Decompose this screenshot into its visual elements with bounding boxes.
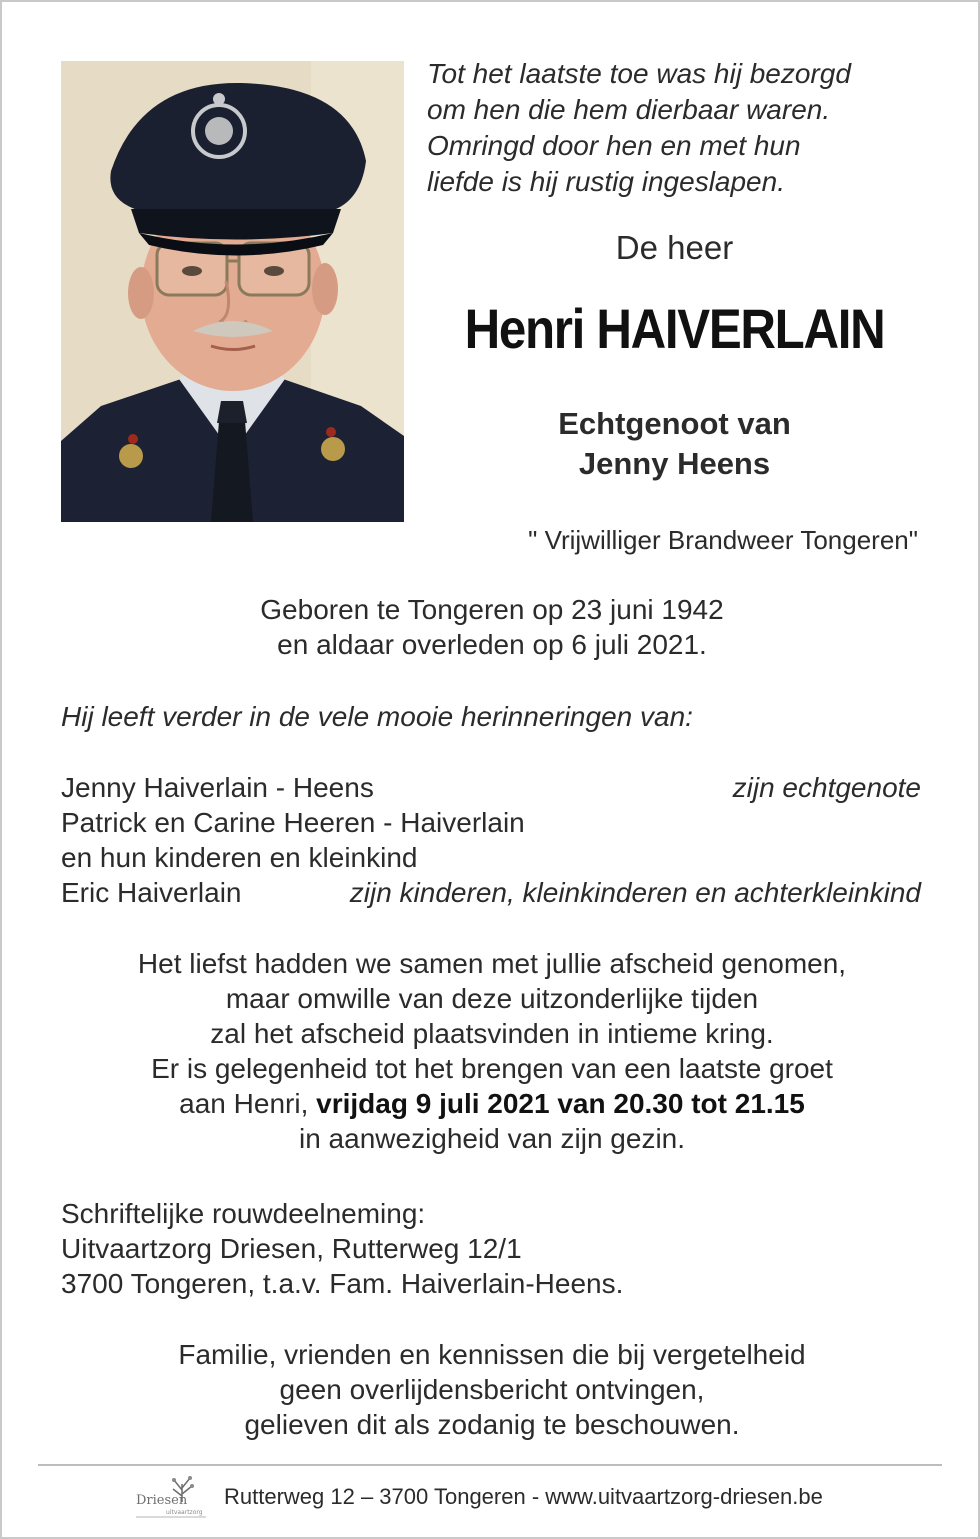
footer-divider: [38, 1464, 942, 1466]
announcement-prefix: aan Henri,: [179, 1088, 317, 1119]
tagline: " Vrijwilliger Brandweer Tongeren": [528, 525, 918, 555]
spouse-line: Echtgenoot van: [558, 406, 791, 441]
relative-row: [61, 770, 921, 805]
poem: [427, 56, 947, 200]
poem-line: liefde is hij rustig ingeslapen.: [427, 166, 785, 197]
relative-relation: zijn echtgenote: [732, 772, 921, 803]
condolence-heading: Schriftelijke rouwdeelneming:: [61, 1198, 426, 1229]
spouse-info: [422, 404, 927, 484]
relative-relation: zijn kinderen, kleinkinderen en achterkleinkind: [349, 877, 921, 908]
relative-name: en hun kinderen en kleinkind: [61, 842, 418, 873]
salutation: De heer: [615, 229, 734, 266]
footer: [132, 1472, 852, 1522]
relative-row: [61, 875, 921, 910]
tree-logo-icon: [132, 1472, 210, 1522]
relative-name: Jenny Haiverlain - Heens: [61, 772, 374, 803]
birth-death-info: [42, 592, 942, 662]
driesen-logo: [132, 1472, 210, 1522]
poem-line: Omringd door hen en met hun: [427, 130, 801, 161]
poem-line: om hen die hem dierbaar waren.: [427, 94, 831, 125]
relative-name: Patrick en Carine Heeren - Haiverlain: [61, 807, 525, 838]
condolence-address: [61, 1196, 623, 1301]
announcement-line: [42, 1086, 942, 1121]
portrait-illustration: [61, 61, 404, 522]
relative-name: Eric Haiverlain: [61, 877, 242, 908]
footer-contact: Rutterweg 12 – 3700 Tongeren - www.uitvaartzorg-driesen.be: [224, 1484, 823, 1509]
deceased-name: Henri HAIVERLAIN: [464, 297, 885, 360]
closing-line: gelieven dit als zodanig te beschouwen.: [244, 1409, 740, 1440]
relative-row: [61, 840, 921, 875]
logo-subtext: uitvaartzorg: [166, 1509, 203, 1516]
closing-line: geen overlijdensbericht ontvingen,: [279, 1374, 705, 1405]
memories-intro: Hij leeft verder in de vele mooie herinneringen van:: [61, 701, 693, 732]
death-line: en aldaar overleden op 6 juli 2021.: [277, 629, 707, 660]
relative-row: [61, 805, 921, 840]
portrait-photo: [61, 61, 404, 522]
announcement-line: Er is gelegenheid tot het brengen van een laatste groet: [151, 1053, 833, 1084]
condolence-line: 3700 Tongeren, t.a.v. Fam. Haiverlain-Heens.: [61, 1268, 624, 1299]
announcement-line: zal het afscheid plaatsvinden in intieme kring.: [210, 1018, 774, 1049]
visitation-time: vrijdag 9 juli 2021 van 20.30 tot 21.15: [316, 1088, 805, 1119]
closing-line: Familie, vrienden en kennissen die bij vergetelheid: [178, 1339, 806, 1370]
relatives-list: [61, 770, 921, 910]
announcement-line: Het liefst hadden we samen met jullie afscheid genomen,: [137, 948, 847, 979]
closing-note: [42, 1337, 942, 1442]
poem-line: Tot het laatste toe was hij bezorgd: [427, 58, 851, 89]
announcement-line: maar omwille van deze uitzonderlijke tijden: [225, 983, 759, 1014]
condolence-line: Uitvaartzorg Driesen, Rutterweg 12/1: [61, 1233, 522, 1264]
farewell-announcement: [42, 946, 942, 1156]
announcement-line: in aanwezigheid van zijn gezin.: [298, 1123, 686, 1154]
logo-text: Driesen: [136, 1493, 188, 1508]
spouse-name: Jenny Heens: [578, 446, 771, 481]
birth-line: Geboren te Tongeren op 23 juni 1942: [260, 594, 724, 625]
